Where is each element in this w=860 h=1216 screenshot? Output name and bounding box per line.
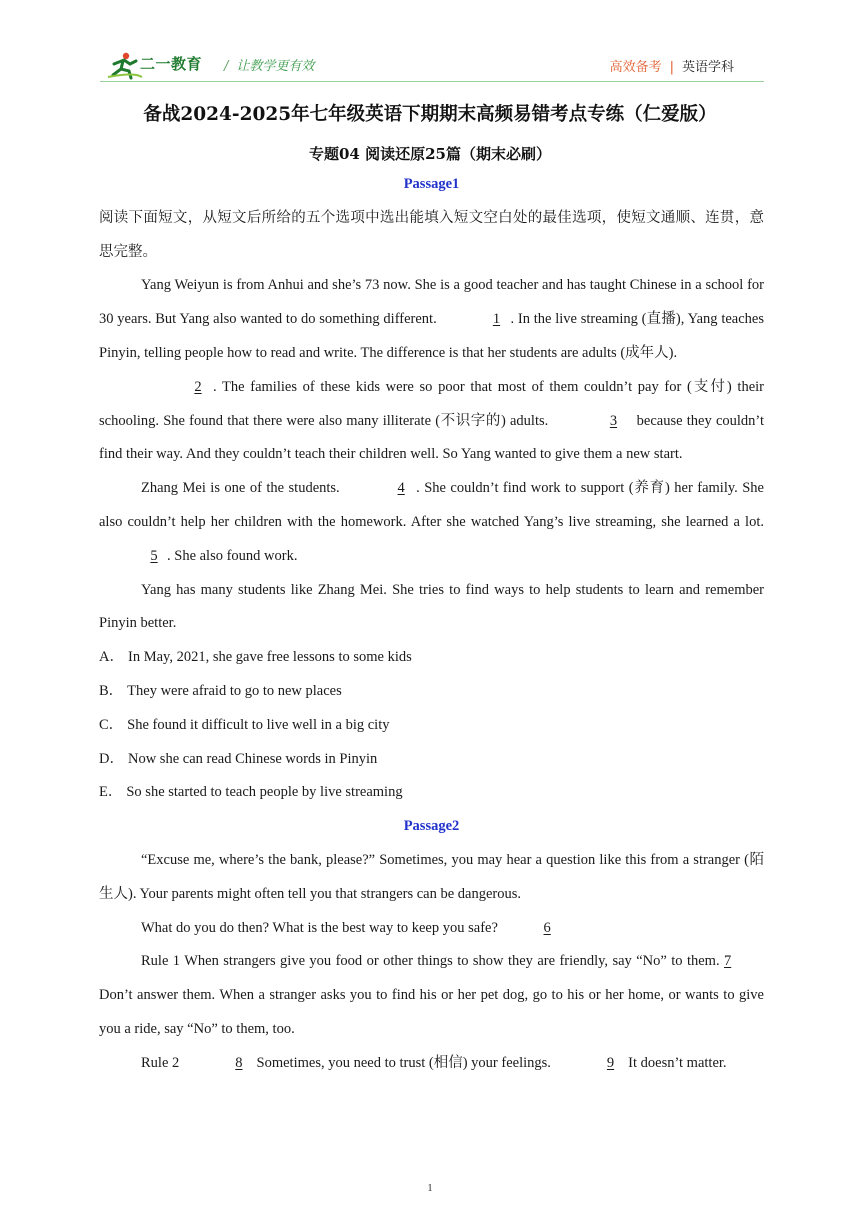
slogan-slash: /	[224, 59, 229, 74]
text-run: . She also found work.	[167, 547, 298, 564]
passage1-paragraph-3	[99, 472, 764, 573]
passage2-paragraph-2	[99, 912, 764, 946]
page-header	[100, 46, 764, 82]
blank-8: 8	[235, 1054, 243, 1071]
text-run: Zhang Mei is one of the students.	[141, 480, 345, 497]
passage1-paragraph-2	[99, 371, 764, 472]
blank-5: 5	[150, 547, 158, 564]
text-run: because they couldn’t find their way. And they couldn’t teach their children well. So Yang wanted to give them a new start.	[99, 412, 764, 463]
passage2-heading: Passage2	[403, 818, 460, 835]
blank-7: 7	[724, 953, 732, 970]
option-text: In May, 2021, she gave free lessons to some kids	[127, 649, 412, 666]
passage1-paragraph-1	[99, 269, 764, 370]
header-tag-subject: 英语学科	[681, 60, 734, 75]
passage2-paragraph-3	[99, 945, 764, 1046]
text-run: . The families of these kids were so poor that most of them couldn’t pay for (支付) their schooling. She found that there were also many illiterate (不识字的) adults.	[99, 378, 764, 429]
option-b	[99, 675, 764, 709]
text-run: . She couldn’t find work to support (养育) her family. She also couldn’t help her children with the homework. After she watched Yang’s live streaming, she learned a lot.	[99, 480, 764, 530]
header-slogan	[224, 55, 314, 74]
blank-1: 1	[492, 311, 501, 328]
text-run: It doesn’t matter.	[624, 1054, 727, 1071]
option-text: She found it difficult to live well in a big city	[127, 716, 390, 733]
passage2-paragraph-1: “Excuse me, where’s the bank, please?” Sometimes, you may hear a question like this from a stranger (陌生人). Your parents might often tell you that strangers can be dangerous.	[99, 851, 764, 902]
header-divider	[100, 81, 764, 82]
slogan-text: 让教学更有效	[236, 59, 315, 74]
document-title: 备战2024-2025年七年级英语下期期末高频易错考点专练（仁爱版）	[143, 104, 717, 125]
text-run: Sometimes, you need to trust (相信) your feelings.	[252, 1054, 555, 1071]
option-label: D．	[99, 750, 124, 767]
option-label: B．	[99, 682, 124, 699]
passage1-instruction: 阅读下面短文，从短文后所给的五个选项中选出能填入短文空白处的最佳选项，使短文通顺、连贯，意思完整。	[99, 209, 764, 260]
option-c	[99, 709, 764, 743]
option-text: Now she can read Chinese words in Pinyin	[127, 750, 378, 767]
document-subtitle: 专题04 阅读还原25篇（期末必刷）	[309, 145, 551, 163]
blank-6: 6	[543, 919, 551, 936]
text-run: Rule 1 When strangers give you food or other things to show they are friendly, say “No” to them.	[141, 953, 724, 970]
passage1-heading: Passage1	[403, 176, 460, 192]
text-run: Rule 2	[141, 1054, 183, 1071]
option-label: C．	[99, 716, 124, 733]
blank-2: 2	[194, 378, 202, 395]
header-tag-separator: |	[669, 60, 674, 75]
page-number: 1	[427, 1182, 433, 1194]
text-run: Don’t answer them. When a stranger asks you to find his or her pet dog, go to his or her home, or wants to give you a ride, say “No” to them, too.	[99, 987, 764, 1037]
text-run: . In the live streaming (直播), Yang teaches Pinyin, telling people how to read and write. The difference is that her students are adults (成年人).	[99, 311, 764, 361]
option-e	[99, 776, 764, 810]
option-label: A．	[99, 649, 124, 666]
header-tags	[610, 56, 734, 75]
option-d	[99, 743, 764, 777]
document-body	[99, 168, 764, 1081]
option-text: They were afraid to go to new places	[127, 682, 342, 699]
blank-4: 4	[397, 480, 405, 497]
option-text: So she started to teach people by live streaming	[126, 784, 403, 801]
header-tag-exam: 高效备考	[609, 60, 662, 75]
text-run: Yang Weiyun is from Anhui and she’s 73 now. She is a good teacher and has taught Chinese in a school for 30 years. But Yang also wanted to do something different.	[99, 277, 764, 328]
blank-3: 3	[609, 412, 618, 429]
option-a	[99, 641, 764, 675]
logo-text: 二一教育	[140, 55, 203, 73]
option-label: E．	[99, 784, 123, 801]
passage2-paragraph-4	[99, 1047, 764, 1081]
text-run: What do you do then? What is the best way to keep you safe?	[141, 919, 502, 936]
passage1-paragraph-4: Yang has many students like Zhang Mei. She tries to find ways to help students to learn and remember Pinyin better.	[99, 581, 764, 632]
blank-9: 9	[606, 1054, 615, 1071]
